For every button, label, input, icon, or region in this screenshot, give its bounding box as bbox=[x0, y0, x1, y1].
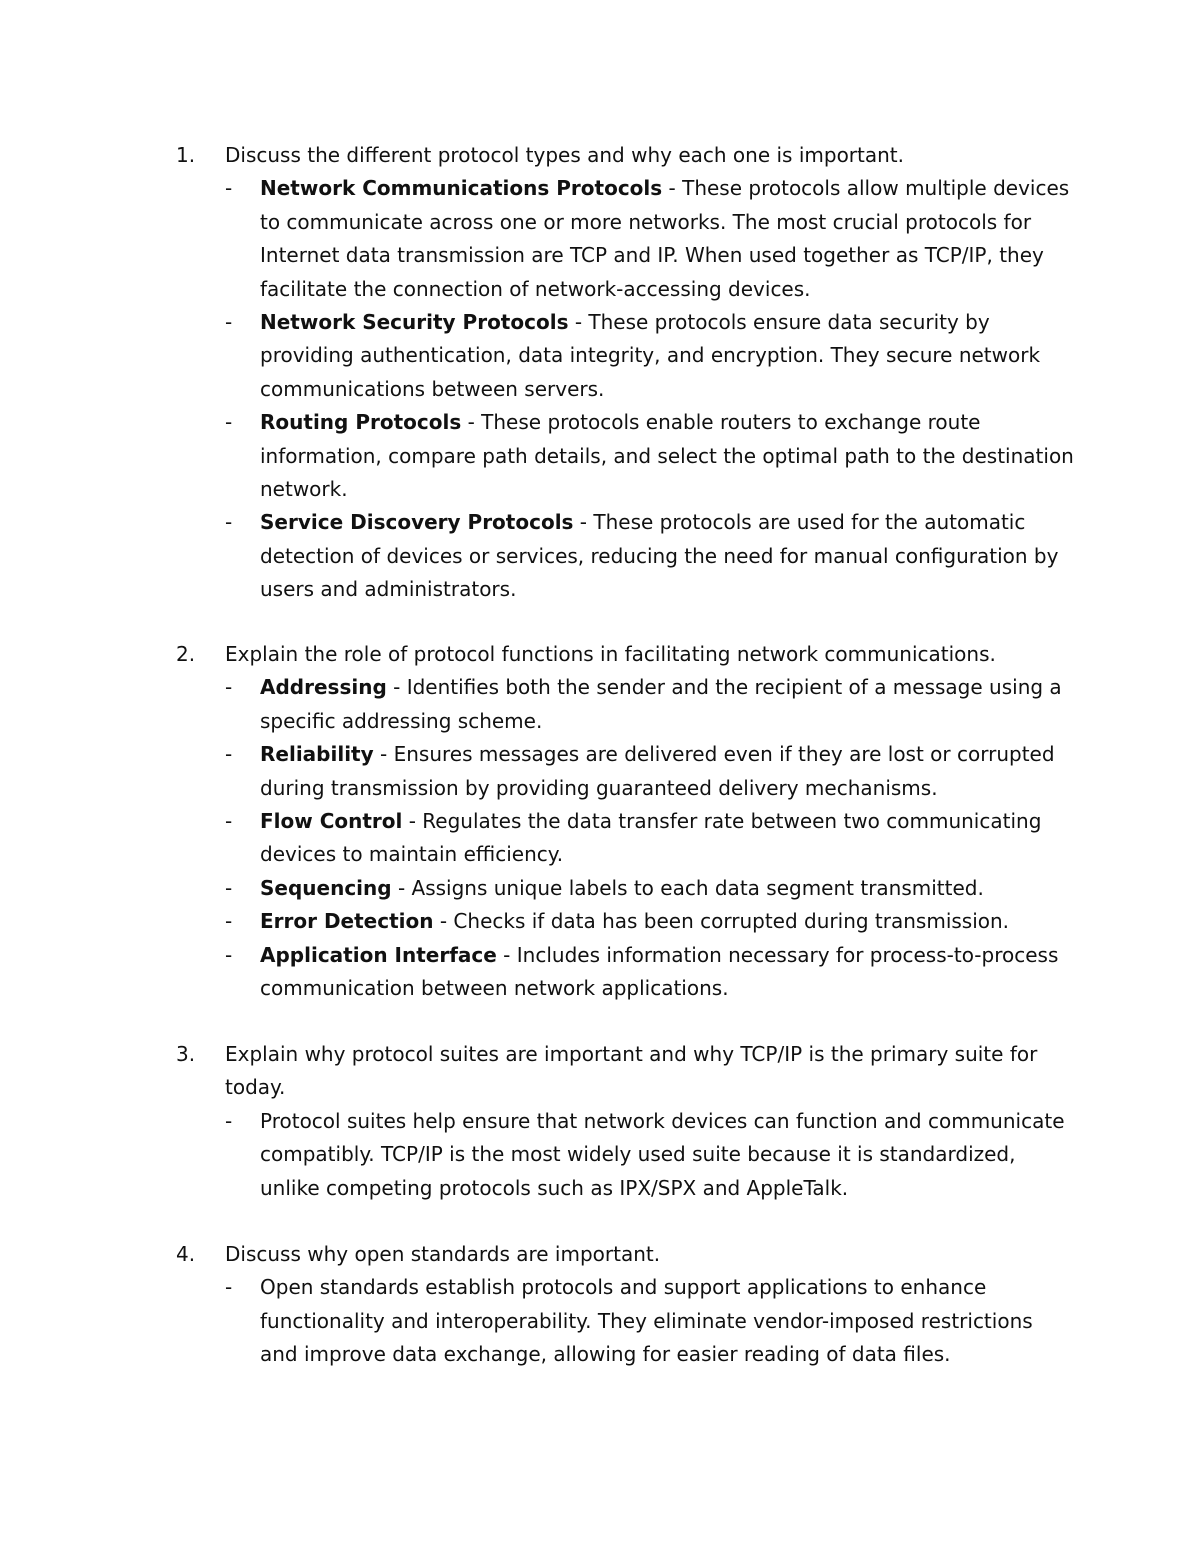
answer-text: - These protocols enable routers to exchange route information, compare path details, and select the optimal path to the destination network. bbox=[260, 410, 1074, 502]
answer-term: Application Interface bbox=[260, 942, 497, 967]
answer-list bbox=[176, 1105, 1076, 1205]
answer-item bbox=[176, 1271, 1076, 1371]
answer-term: Routing Protocols bbox=[260, 410, 462, 435]
answer-term: Flow Control bbox=[260, 809, 403, 834]
question-text: Discuss the different protocol types and why each one is important. bbox=[225, 143, 904, 167]
answer-list bbox=[176, 671, 1076, 1005]
dash-bullet: - bbox=[225, 310, 233, 335]
answer-term: Network Security Protocols bbox=[260, 310, 569, 335]
dash-bullet: - bbox=[225, 510, 233, 535]
question-2 bbox=[176, 638, 1076, 1005]
answer-item bbox=[176, 506, 1076, 606]
dash-bullet: - bbox=[225, 742, 233, 767]
dash-bullet: - bbox=[225, 1108, 233, 1133]
answer-term: Reliability bbox=[260, 742, 374, 767]
answer-item bbox=[176, 738, 1076, 805]
answer-item bbox=[176, 905, 1076, 938]
dash-bullet: - bbox=[225, 675, 233, 700]
answer-item bbox=[176, 671, 1076, 738]
question-number: 2. bbox=[176, 642, 196, 666]
question-number: 1. bbox=[176, 143, 196, 167]
answer-text: - These protocols allow multiple devices to communicate across one or more networks. The most crucial protocols for Internet data transmission are TCP and IP. When used together as TCP/IP, they facilitate the connection of network-accessing devices. bbox=[260, 176, 1070, 301]
answer-text: - Includes information necessary for process-to-process communication between network applications. bbox=[260, 942, 1059, 1001]
question-number: 4. bbox=[176, 1242, 196, 1266]
question-heading bbox=[176, 1038, 1076, 1105]
question-4 bbox=[176, 1238, 1076, 1372]
answer-text: - Ensures messages are delivered even if they are lost or corrupted during transmission by providing guaranteed delivery mechanisms. bbox=[260, 742, 1055, 800]
answer-item bbox=[176, 406, 1076, 506]
answer-text: Protocol suites help ensure that network devices can function and communicate compatibly. TCP/IP is the most widely used suite because it is standardized, unlike competing protocols such as IPX/SPX and AppleTalk. bbox=[260, 1108, 1065, 1200]
answer-text: - Regulates the data transfer rate between two communicating devices to maintain efficiency. bbox=[260, 809, 1042, 867]
answer-item bbox=[176, 939, 1076, 1006]
answer-item bbox=[176, 805, 1076, 872]
question-text: Explain the role of protocol functions in facilitating network communications. bbox=[225, 642, 996, 666]
answer-item bbox=[176, 1105, 1076, 1205]
question-3 bbox=[176, 1038, 1076, 1205]
answer-text: Open standards establish protocols and support applications to enhance functionality and interoperability. They eliminate vendor-imposed restrictions and improve data exchange, allowing for easier reading of data files. bbox=[260, 1275, 1033, 1367]
answer-text: - These protocols ensure data security by providing authentication, data integrity, and encryption. They secure network communications between servers. bbox=[260, 310, 1041, 401]
answer-list bbox=[176, 1271, 1076, 1371]
dash-bullet: - bbox=[225, 176, 233, 201]
answer-item bbox=[176, 872, 1076, 905]
dash-bullet: - bbox=[225, 909, 233, 934]
dash-bullet: - bbox=[225, 1275, 233, 1300]
dash-bullet: - bbox=[225, 942, 233, 967]
question-text: Discuss why open standards are important. bbox=[225, 1242, 661, 1266]
answer-text: - Identifies both the sender and the recipient of a message using a specific addressing scheme. bbox=[260, 675, 1062, 733]
answer-text: - Checks if data has been corrupted during transmission. bbox=[433, 909, 1010, 934]
dash-bullet: - bbox=[225, 410, 233, 435]
answer-text: - These protocols are used for the automatic detection of devices or services, reducing the need for manual configuration by users and administrators. bbox=[260, 510, 1059, 602]
question-number: 3. bbox=[176, 1042, 196, 1066]
question-text: Explain why protocol suites are important and why TCP/IP is the primary suite for today. bbox=[225, 1042, 1038, 1100]
question-heading bbox=[176, 638, 1076, 671]
answer-term: Network Communications Protocols bbox=[260, 176, 663, 201]
question-heading bbox=[176, 1238, 1076, 1271]
dash-bullet: - bbox=[225, 875, 233, 900]
question-heading bbox=[176, 139, 1076, 172]
answer-item bbox=[176, 172, 1076, 306]
answer-term: Error Detection bbox=[260, 909, 434, 934]
answer-term: Service Discovery Protocols bbox=[260, 510, 574, 535]
answer-term: Sequencing bbox=[260, 875, 392, 900]
answer-list bbox=[176, 172, 1076, 606]
dash-bullet: - bbox=[225, 809, 233, 834]
answer-text: - Assigns unique labels to each data segment transmitted. bbox=[391, 875, 984, 900]
question-1 bbox=[176, 139, 1076, 607]
answer-term: Addressing bbox=[260, 675, 387, 700]
answer-item bbox=[176, 306, 1076, 406]
